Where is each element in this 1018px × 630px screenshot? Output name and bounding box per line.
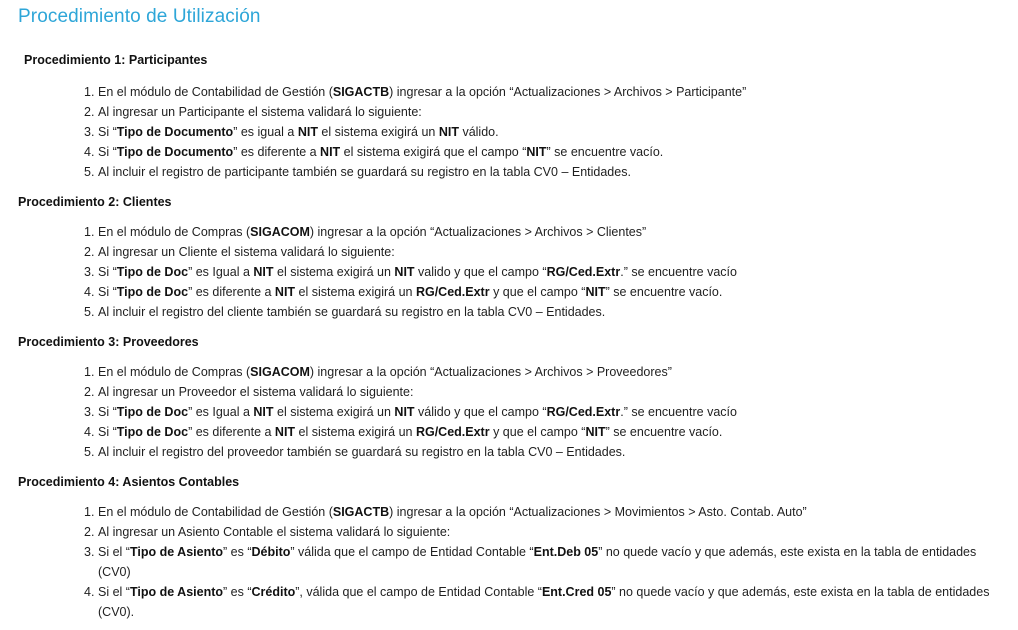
bold-term: Tipo de Doc [116, 405, 189, 419]
bold-term: NIT [585, 425, 606, 439]
text-run: ” válida que el campo de Entidad Contable “ [290, 545, 534, 559]
section-heading: Procedimiento 4: Asientos Contables [18, 475, 240, 489]
step-text [98, 362, 672, 382]
text-run: ) ingresar a la opción “Actualizaciones > Movimientos > Asto. Contab. Auto” [389, 505, 807, 519]
text-run: ” es “ [223, 545, 252, 559]
text-run: Si “ [98, 425, 117, 439]
text-run: .” se encuentre vacío [620, 265, 737, 279]
text-run: ) ingresar a la opción “Actualizaciones > Archivos > Participante” [389, 85, 747, 99]
step-number: 5. [84, 165, 95, 179]
bold-term: NIT [320, 145, 341, 159]
text-run: válido y que el campo “ [414, 405, 547, 419]
step-number: 4. [84, 585, 95, 599]
text-run: Si “ [98, 265, 117, 279]
step-number: 5. [84, 445, 95, 459]
section-heading: Procedimiento 3: Proveedores [18, 335, 199, 349]
step-text [98, 222, 646, 242]
step-text [98, 302, 605, 322]
bold-term: NIT [394, 265, 415, 279]
step-text [98, 402, 737, 422]
section-heading: Procedimiento 1: Participantes [24, 53, 208, 67]
text-run: el sistema exigirá un [317, 125, 439, 139]
bold-term: Tipo de Doc [116, 425, 189, 439]
text-run: el sistema exigirá un [295, 425, 416, 439]
step-number: 3. [84, 405, 95, 419]
bold-term: Débito [251, 545, 291, 559]
text-run: y que el campo “ [489, 425, 586, 439]
bold-term: NIT [274, 425, 296, 439]
step-number: 2. [84, 385, 95, 399]
text-run: Al incluir el registro de participante también se guardará su registro en la tabla CV0 – Entidades. [98, 165, 631, 179]
text-run: ) ingresar a la opción “Actualizaciones > Archivos > Proveedores” [309, 365, 672, 379]
text-run: En el módulo de Contabilidad de Gestión ( [98, 85, 333, 99]
bold-term: SIGACOM [250, 225, 310, 239]
step-number: 1. [84, 365, 95, 379]
text-run: Al ingresar un Asiento Contable el sistema validará lo siguiente: [98, 525, 451, 539]
step-number: 1. [84, 85, 95, 99]
step-number: 3. [84, 545, 95, 559]
text-run: .” se encuentre vacío [620, 405, 737, 419]
text-run: Si “ [98, 145, 117, 159]
bold-term: RG/Ced.Extr [546, 405, 621, 419]
bold-term: Tipo de Documento [116, 125, 234, 139]
bold-term: NIT [297, 125, 318, 139]
step-number: 4. [84, 285, 95, 299]
step-number: 3. [84, 125, 95, 139]
bold-term: Ent.Cred 05 [541, 585, 612, 599]
text-run: ” se encuentre vacío. [546, 145, 664, 159]
text-run: ” es “ [223, 585, 252, 599]
bold-term: NIT [253, 265, 274, 279]
step-text [98, 502, 807, 522]
step-text [98, 542, 998, 582]
text-run: Si el “ [98, 585, 130, 599]
bold-term: SIGACTB [332, 505, 390, 519]
text-run: valido y que el campo “ [414, 265, 547, 279]
step-number: 5. [84, 305, 95, 319]
step-text [98, 522, 450, 542]
step-text [98, 442, 625, 462]
bold-term: RG/Ced.Extr [415, 425, 490, 439]
bold-term: Tipo de Doc [116, 265, 189, 279]
text-run: ” se encuentre vacío. [605, 425, 723, 439]
step-text [98, 262, 737, 282]
step-text [98, 282, 722, 302]
text-run: ” es Igual a [188, 405, 254, 419]
step-text [98, 122, 499, 142]
step-text [98, 102, 422, 122]
bold-term: Tipo de Asiento [129, 585, 224, 599]
text-run: el sistema exigirá que el campo “ [340, 145, 527, 159]
text-run: Al incluir el registro del cliente también se guardará su registro en la tabla CV0 – Entidades. [98, 305, 606, 319]
step-number: 2. [84, 245, 95, 259]
step-text [98, 242, 395, 262]
step-text [98, 382, 413, 402]
page-title: Procedimiento de Utilización [18, 6, 261, 27]
text-run: el sistema exigirá un [273, 405, 395, 419]
bold-term: NIT [253, 405, 274, 419]
text-run: ” es diferente a [233, 145, 321, 159]
text-run: En el módulo de Compras ( [98, 365, 251, 379]
text-run: ” no quede vacío y que además, este exista en la tabla de entidades (CV0). [98, 585, 990, 619]
text-run: y que el campo “ [489, 285, 586, 299]
text-run: Si “ [98, 125, 117, 139]
bold-term: Tipo de Documento [116, 145, 234, 159]
step-number: 1. [84, 225, 95, 239]
text-run: En el módulo de Compras ( [98, 225, 251, 239]
text-run: ” es Igual a [188, 265, 254, 279]
text-run: ” es igual a [233, 125, 298, 139]
step-text [98, 142, 663, 162]
step-text [98, 82, 746, 102]
step-number: 3. [84, 265, 95, 279]
text-run: Si el “ [98, 545, 130, 559]
bold-term: SIGACTB [332, 85, 390, 99]
text-run: Al incluir el registro del proveedor también se guardará su registro en la tabla CV0 – Entidades. [98, 445, 626, 459]
step-number: 4. [84, 425, 95, 439]
text-run: Si “ [98, 405, 117, 419]
text-run: Al ingresar un Participante el sistema validará lo siguiente: [98, 105, 422, 119]
text-run: ”, válida que el campo de Entidad Contable “ [295, 585, 542, 599]
bold-term: Crédito [251, 585, 296, 599]
text-run: Si “ [98, 285, 117, 299]
bold-term: RG/Ced.Extr [415, 285, 490, 299]
step-text [98, 582, 998, 622]
step-number: 1. [84, 505, 95, 519]
step-number: 4. [84, 145, 95, 159]
text-run: ” es diferente a [188, 425, 275, 439]
text-run: el sistema exigirá un [295, 285, 416, 299]
text-run: En el módulo de Contabilidad de Gestión ( [98, 505, 333, 519]
bold-term: NIT [274, 285, 296, 299]
section-heading: Procedimiento 2: Clientes [18, 195, 172, 209]
text-run: válido. [458, 125, 499, 139]
bold-term: NIT [394, 405, 415, 419]
step-number: 2. [84, 105, 95, 119]
bold-term: NIT [526, 145, 547, 159]
bold-term: NIT [585, 285, 606, 299]
bold-term: Tipo de Doc [116, 285, 189, 299]
bold-term: NIT [438, 125, 459, 139]
text-run: ) ingresar a la opción “Actualizaciones > Archivos > Clientes” [309, 225, 647, 239]
text-run: ” no quede vacío y que además, este exista en la tabla de entidades (CV0) [98, 545, 977, 579]
step-text [98, 162, 631, 182]
bold-term: Ent.Deb 05 [533, 545, 599, 559]
step-text [98, 422, 722, 442]
step-number: 2. [84, 525, 95, 539]
bold-term: Tipo de Asiento [129, 545, 224, 559]
text-run: Al ingresar un Proveedor el sistema validará lo siguiente: [98, 385, 414, 399]
text-run: ” es diferente a [188, 285, 275, 299]
bold-term: SIGACOM [250, 365, 310, 379]
bold-term: RG/Ced.Extr [546, 265, 621, 279]
text-run: Al ingresar un Cliente el sistema validará lo siguiente: [98, 245, 395, 259]
text-run: ” se encuentre vacío. [605, 285, 723, 299]
text-run: el sistema exigirá un [273, 265, 395, 279]
